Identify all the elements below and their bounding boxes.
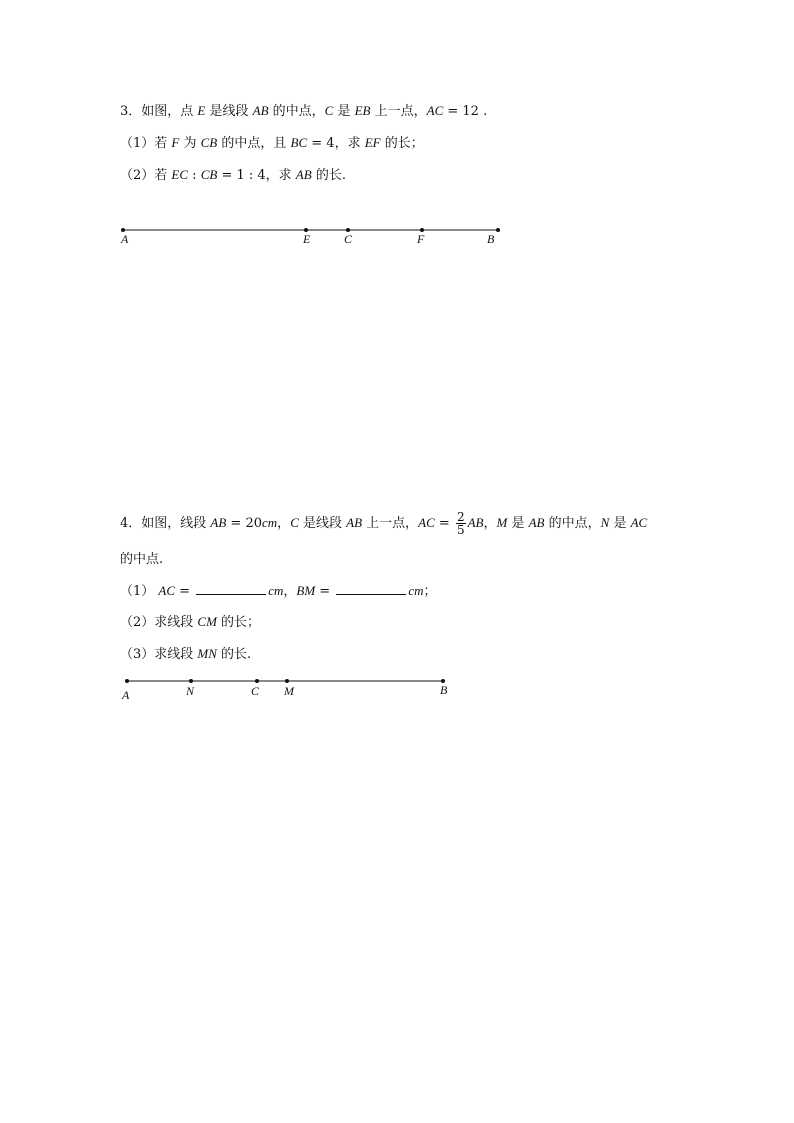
q4-point-n <box>189 679 193 683</box>
q3-stem: 3．如图，点 E 是线段 AB 的中点，C 是 EB 上一点，AC = 12 . <box>120 103 488 119</box>
q3-segment-figure <box>120 228 500 246</box>
q4-part2: （2）求线段 CM 的长； <box>120 614 261 630</box>
q4-label-n: N <box>186 684 195 698</box>
q3-point-b <box>496 228 500 232</box>
q3-label-c: C <box>344 232 353 246</box>
q3-label-f: F <box>417 232 425 246</box>
q3-part1: （1）若 F 为 CB 的中点，且 BC = 4，求 EF 的长； <box>120 135 424 151</box>
q4-label-a: A <box>122 688 130 702</box>
q4-label-m: M <box>284 684 294 698</box>
q4-segment-figure <box>121 679 448 702</box>
q4-part1: （1） AC = cm，BM = cm； <box>120 583 437 599</box>
q4-part3: （3）求线段 MN 的长. <box>120 646 252 662</box>
q4-point-m <box>285 679 289 683</box>
q4-label-b: B <box>440 683 448 697</box>
q4-stem-cont: 的中点. <box>120 552 164 567</box>
q4-point-c <box>255 679 259 683</box>
q4-stem: 4．如图，线段 AB = 20cm，C 是线段 AB 上一点，AC = $\frac{2}{5}$ AB，M 是 AB 的中点，N 是 AC <box>120 510 648 537</box>
q4-label-c: C <box>251 684 260 698</box>
q3-label-a: A <box>121 232 129 246</box>
q3-label-b: B <box>487 232 495 246</box>
q3-part2: （2）若 EC : CB = 1 : 4，求 AB 的长. <box>120 167 346 183</box>
q3-label-e: E <box>303 232 311 246</box>
fraction-two-fifths: $\frac{2}{5}$ <box>456 510 465 537</box>
q4-point-a <box>125 679 129 683</box>
